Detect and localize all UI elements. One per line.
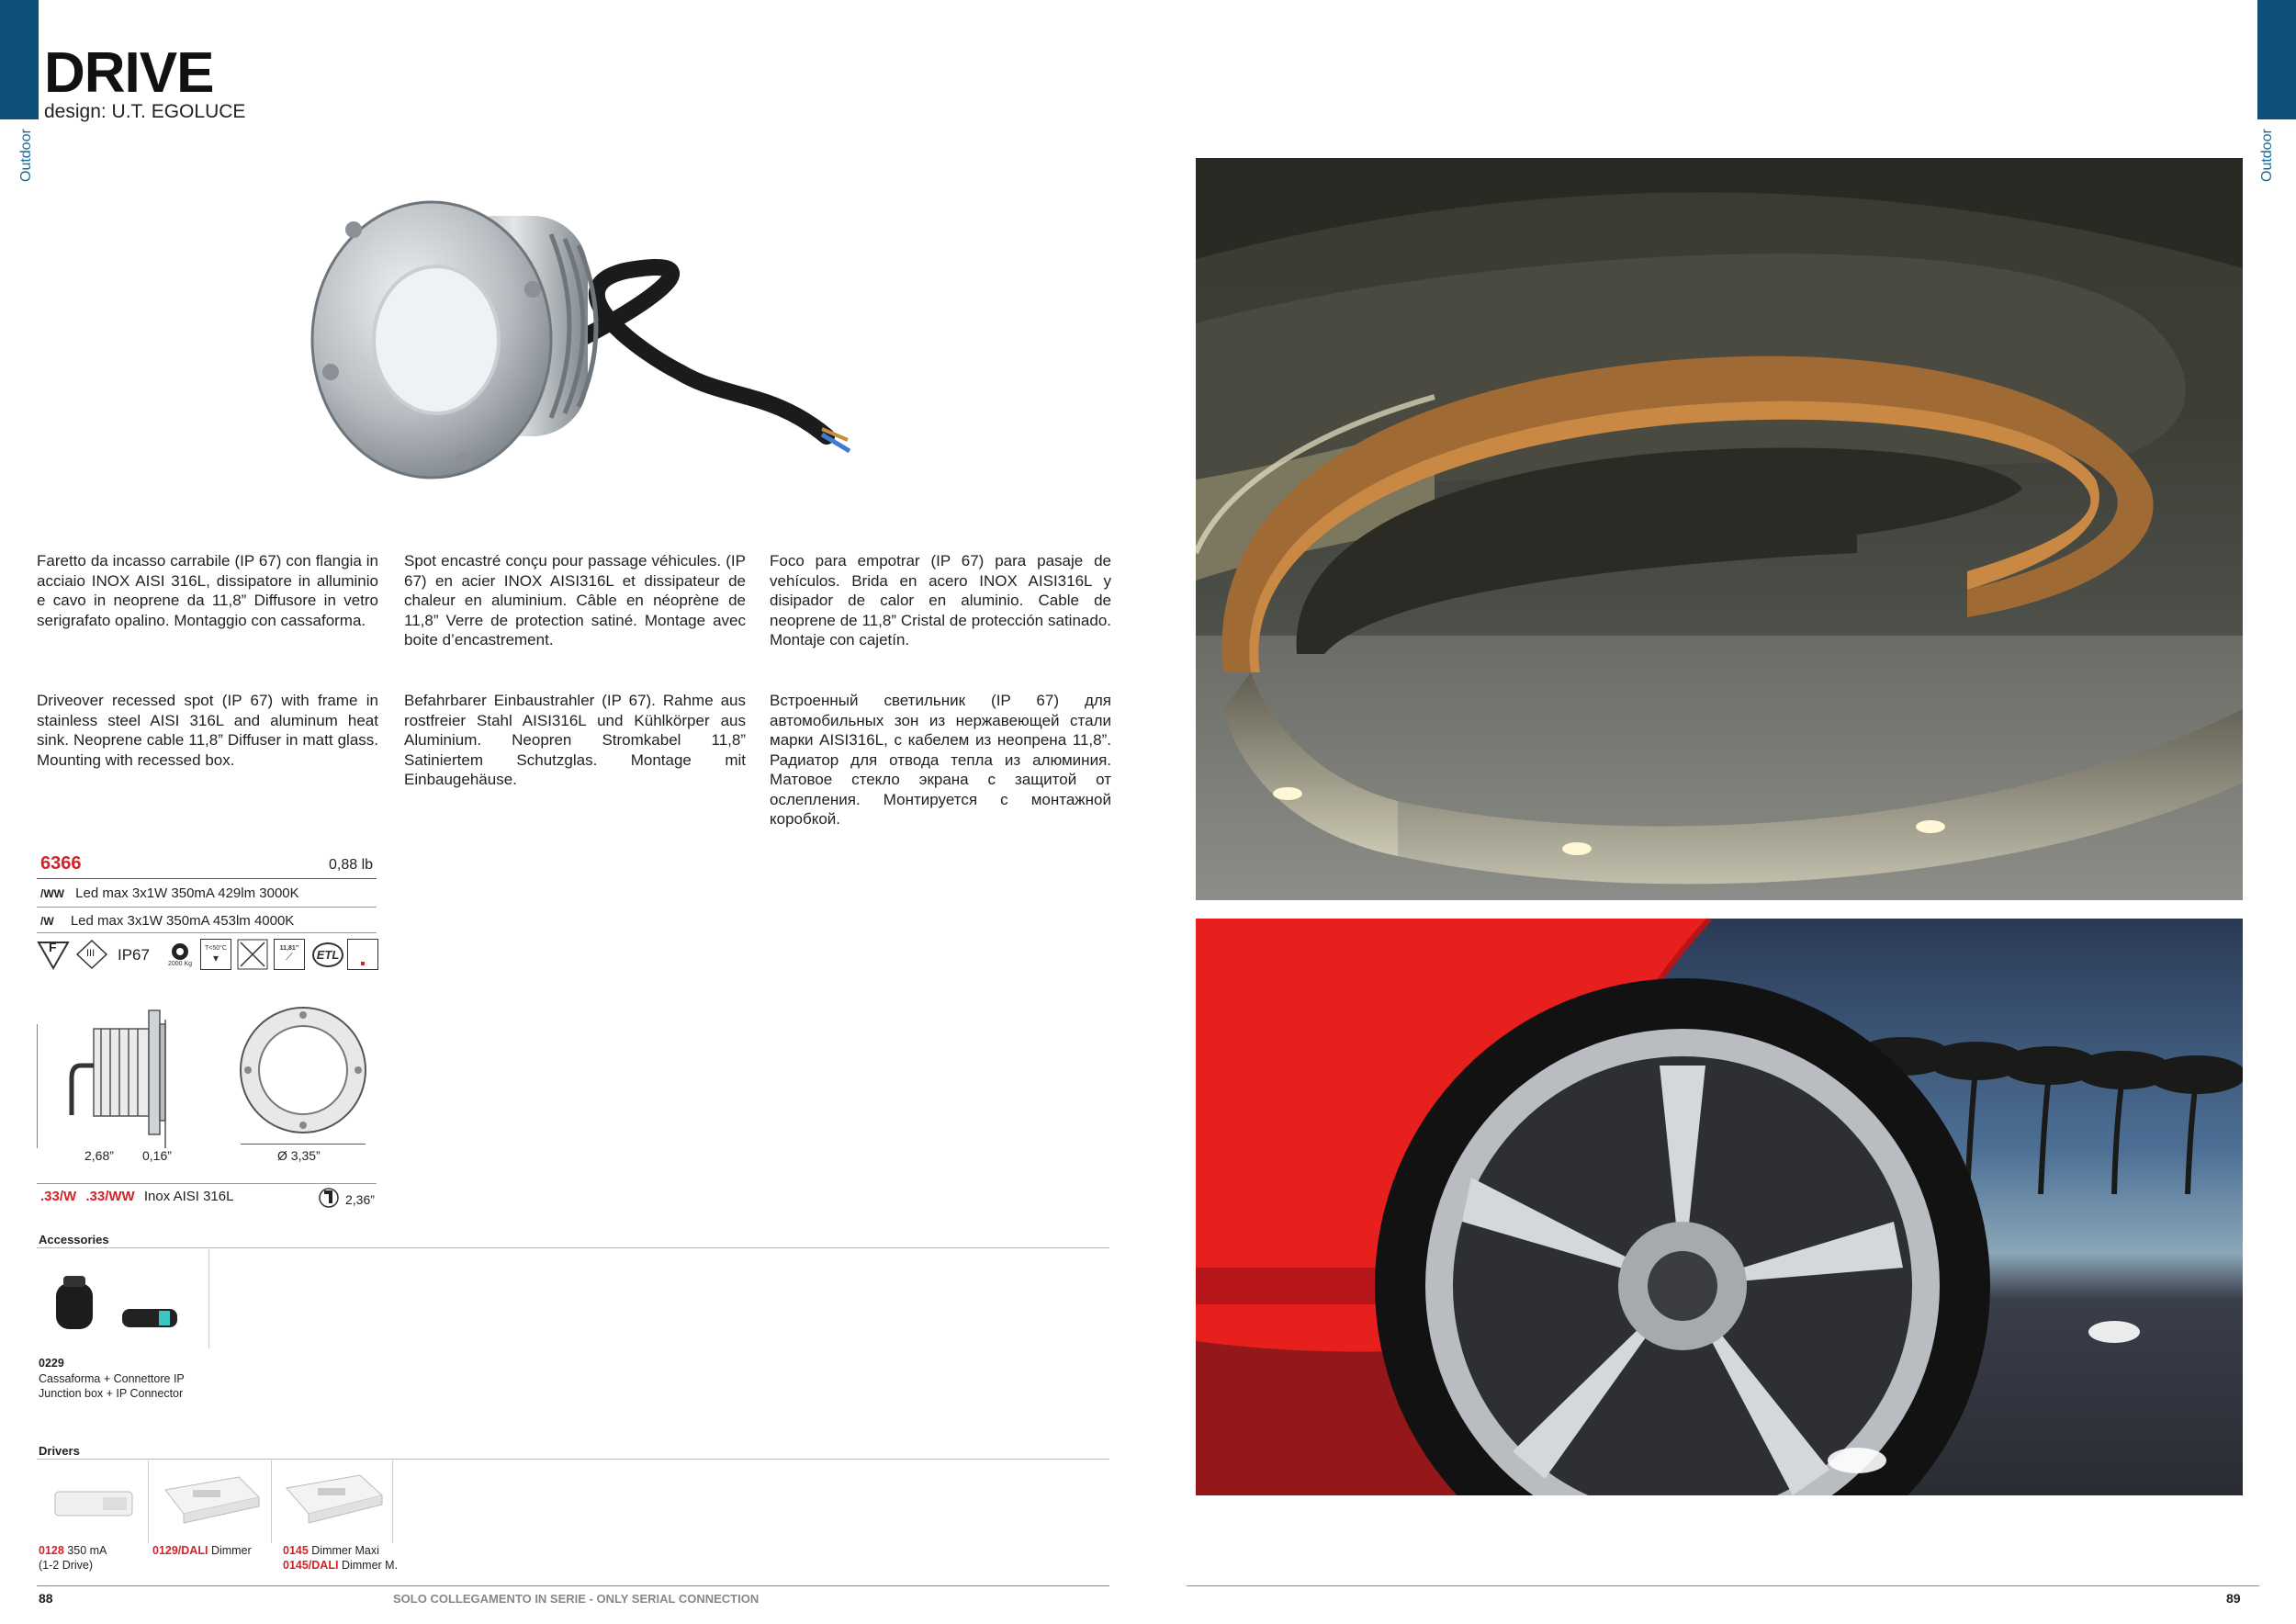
load-label: 2000 Kg <box>167 960 193 967</box>
divider <box>37 1247 1109 1248</box>
no-cover-icon <box>237 939 268 970</box>
temperature-icon: T<50°C ▾ <box>200 939 231 970</box>
accessories-heading: Accessories <box>39 1233 109 1246</box>
finish-row <box>40 1189 233 1204</box>
warning-icon <box>347 939 378 970</box>
accessory-code: 0229 <box>39 1357 64 1370</box>
finish-code: .33/WW <box>85 1189 135 1204</box>
finish-text: Inox AISI 316L <box>143 1189 234 1204</box>
side-label-right: Outdoor <box>2259 129 2275 182</box>
spec-text: Led max 3x1W 350mA 453lm 4000K <box>70 913 295 929</box>
cable-length-label: 11,81” <box>279 945 299 952</box>
product-title: DRIVE <box>44 41 214 105</box>
hole-size-icon <box>318 1187 340 1209</box>
cable-length-icon: 11,81” ⟋ <box>274 939 305 970</box>
product-weight: 0,88 lb <box>329 857 374 873</box>
spec-suffix: /W <box>40 915 54 928</box>
dim-flange: 0,16” <box>142 1148 172 1163</box>
footer-divider <box>37 1585 1109 1586</box>
ip-rating: IP67 <box>118 946 150 964</box>
driver-code: 0129/DALI <box>152 1544 208 1557</box>
driver-label <box>283 1543 379 1558</box>
page-number-right: 89 <box>2226 1591 2241 1606</box>
divider <box>37 932 377 933</box>
front-view-drawing <box>234 1001 372 1139</box>
side-view-drawing <box>37 1001 184 1148</box>
driver-image <box>156 1472 264 1528</box>
side-label-left: Outdoor <box>18 129 34 182</box>
divider <box>37 1459 1109 1460</box>
car-wheel-photo <box>1196 919 2243 1495</box>
driver-code: 0145 <box>283 1544 309 1557</box>
hole-size: 2,36” <box>345 1192 375 1207</box>
left-section-tab <box>0 0 39 119</box>
driver-label <box>39 1543 107 1558</box>
driver-label <box>152 1543 252 1558</box>
footer-note: SOLO COLLEGAMENTO IN SERIE - ONLY SERIAL CONNECTION <box>393 1592 760 1606</box>
spec-row <box>40 885 299 901</box>
driver-label <box>283 1558 398 1573</box>
etl-icon <box>310 939 345 970</box>
product-image <box>294 188 955 537</box>
ramp-photo <box>1196 158 2243 900</box>
description-ru: Встроенный светильник (IP 67) для автомобильных зон из нержавеющей стали марки AISI316L, с кабелем из неопрена 11,8”. Радиатор для отвода тепла из алюминия. Матовое стекло экрана с защитой от ослепления. Монтируется с монтажной коробкой. <box>770 692 1111 828</box>
page-number-left: 88 <box>39 1591 53 1606</box>
driver-note: (1-2 Drive) <box>39 1559 94 1572</box>
finish-code: .33/W <box>40 1189 77 1204</box>
driver-name: Dimmer <box>210 1544 252 1557</box>
temperature-label: T<50°C <box>204 944 227 952</box>
driver-name: Dimmer Maxi <box>311 1544 379 1557</box>
spec-suffix: /WW <box>40 887 64 900</box>
driver-image <box>48 1481 140 1527</box>
right-section-tab <box>2257 0 2296 119</box>
dim-diameter: Ø 3,35” <box>277 1148 321 1163</box>
driver-code: 0128 <box>39 1544 64 1557</box>
load-icon <box>165 939 195 970</box>
class-iii-label: III <box>86 948 96 959</box>
driver-code: 0145/DALI <box>283 1559 339 1572</box>
footer-divider <box>1187 1585 2259 1586</box>
cert-icons <box>37 937 378 974</box>
divider <box>37 907 377 908</box>
divider <box>37 878 377 879</box>
product-code: 6366 <box>40 853 82 874</box>
accessory-line2: Junction box + IP Connector <box>39 1387 184 1400</box>
description-en: Driveover recessed spot (IP 67) with frame in stainless steel AISI 316L and aluminum heat sink. Neoprene cable 11,8” Diffuser in matt glass. Mounting with recessed box. <box>37 692 378 769</box>
spec-row <box>40 913 294 929</box>
designer-line: design: U.T. EGOLUCE <box>44 101 246 122</box>
driver-name: 350 mA <box>67 1544 107 1557</box>
accessory-line1: Cassaforma + Connettore IP <box>39 1372 185 1385</box>
spec-text: Led max 3x1W 350mA 429lm 3000K <box>75 885 299 901</box>
dimension-line <box>241 1144 366 1145</box>
dim-depth: 2,68” <box>84 1148 114 1163</box>
description-es: Foco para empotrar (IP 67) para pasaje de vehículos. Brida en acero INOX AISI316L y disipador de calor en aluminio. Cable de neoprene de 11,8” Cristal de protección satinado. Montaje con cajetín. <box>770 552 1111 648</box>
f-mark-label: F <box>49 940 57 954</box>
description-de: Befahrbarer Einbaustrahler (IP 67). Rahme aus rostfreier Stahl AISI316L und Kühlkörper aus Aluminium. Neopren Stromkabel 11,8” Satiniertem Schutzglas. Montage mit Einbaugehäuse. <box>404 692 746 788</box>
divider <box>37 1183 377 1184</box>
driver-image <box>279 1468 388 1528</box>
accessory-image <box>51 1272 188 1346</box>
description-fr: Spot encastré conçu pour passage véhicules. (IP 67) en acier INOX AISI316L et dissipateur de chaleur en aluminium. Câble en néoprène de 11,8” Verre de protection satiné. Montage avec boite d’encastrement. <box>404 552 746 648</box>
description-it: Faretto da incasso carrabile (IP 67) con flangia in acciaio INOX AISI 316L, dissipatore in alluminio e cavo in neoprene da 11,8” Diffusore in vetro serigrafato opalino. Montaggio con cassaforma. <box>37 552 378 629</box>
drivers-heading: Drivers <box>39 1444 80 1458</box>
driver-name: Dimmer M. <box>341 1559 399 1572</box>
etl-label: ETL <box>312 942 344 967</box>
